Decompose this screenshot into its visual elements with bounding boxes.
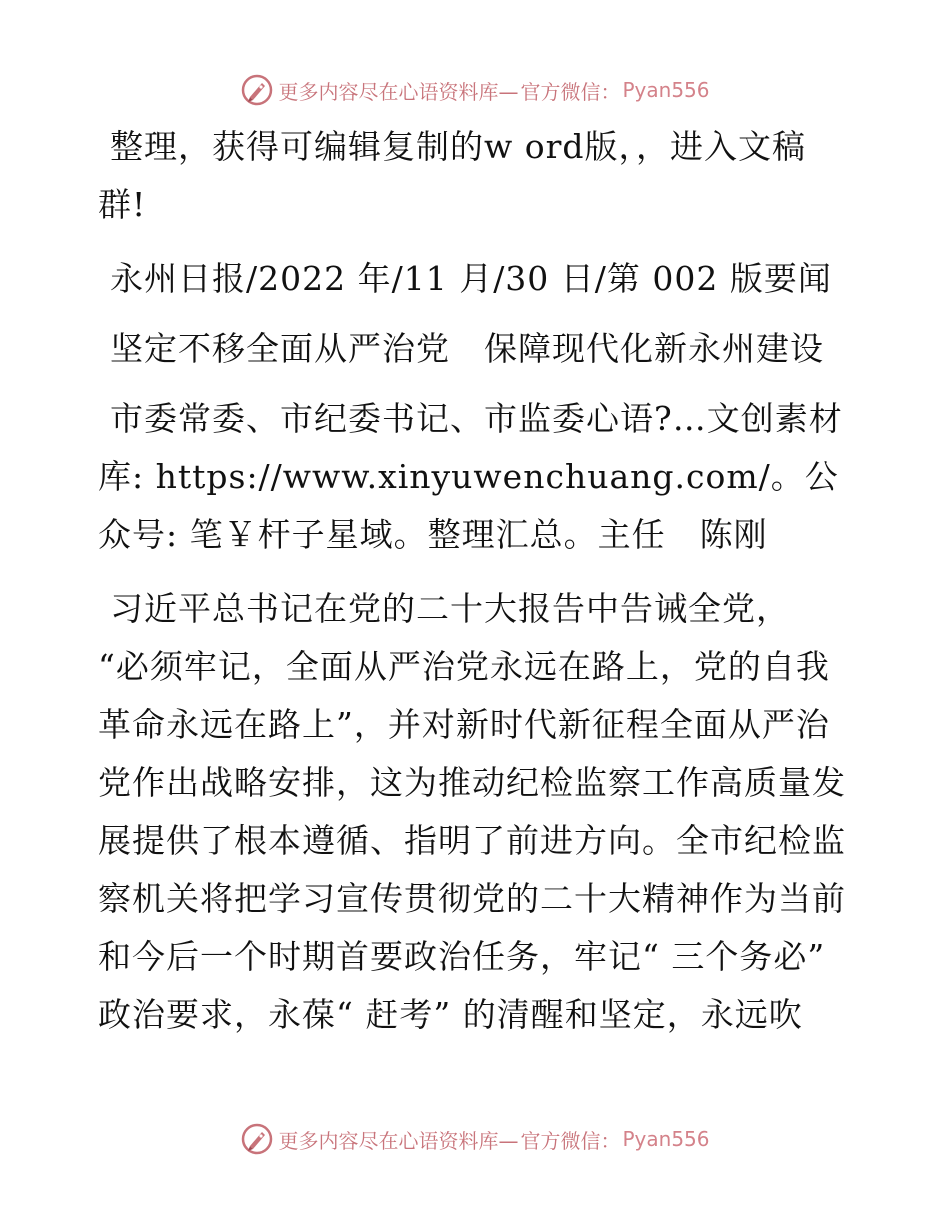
banner-wechat-id: Pyan556 bbox=[622, 1127, 710, 1151]
document-body bbox=[98, 118, 854, 1060]
pen-nib-logo-icon bbox=[240, 1122, 274, 1156]
footer-banner bbox=[0, 1119, 950, 1159]
pen-nib-logo-icon bbox=[240, 73, 274, 107]
paragraph-body: 习近平总书记在党的二十大报告中告诫全党， “必须牢记，全面从严治党永远在路上，党的自我革命永远在路上”，并对新时代新征程全面从严治党作出战略安排，这为推动纪检监察工作高质量发展提供了根本遵循、指明了前进方向。全市纪检监察机关将把学习宣传贯彻党的二十大精神作为当前和今后一个时期首要政治任务，牢记“ 三个务必” 政治要求，永葆“ 赶考” 的清醒和坚定，永远吹 bbox=[98, 589, 846, 1034]
banner-text: 更多内容尽在心语资料库— bbox=[278, 79, 519, 104]
header-banner bbox=[0, 70, 950, 110]
banner-text: 更多内容尽在心语资料库— bbox=[278, 1128, 519, 1153]
banner-wechat-id: Pyan556 bbox=[622, 78, 710, 102]
paragraph-source: 永州日报/2022 年/11 月/30 日/第 002 版要闻 bbox=[110, 259, 832, 298]
paragraph-title: 坚定不移全面从严治党 保障现代化新永州建设 bbox=[110, 329, 824, 368]
banner-wechat-label: 官方微信： bbox=[520, 79, 621, 104]
paragraph-author: 市委常委、市纪委书记、市监委心语?…文创素材库: https://www.xinyuwenchuang.com/。公众号: 笔￥杆子星域。整理汇总。主任 陈刚 bbox=[98, 399, 843, 554]
banner-wechat-label: 官方微信： bbox=[520, 1128, 621, 1153]
paragraph-intro: 整理，获得可编辑复制的w ord版，，进入文稿群! bbox=[98, 127, 807, 224]
